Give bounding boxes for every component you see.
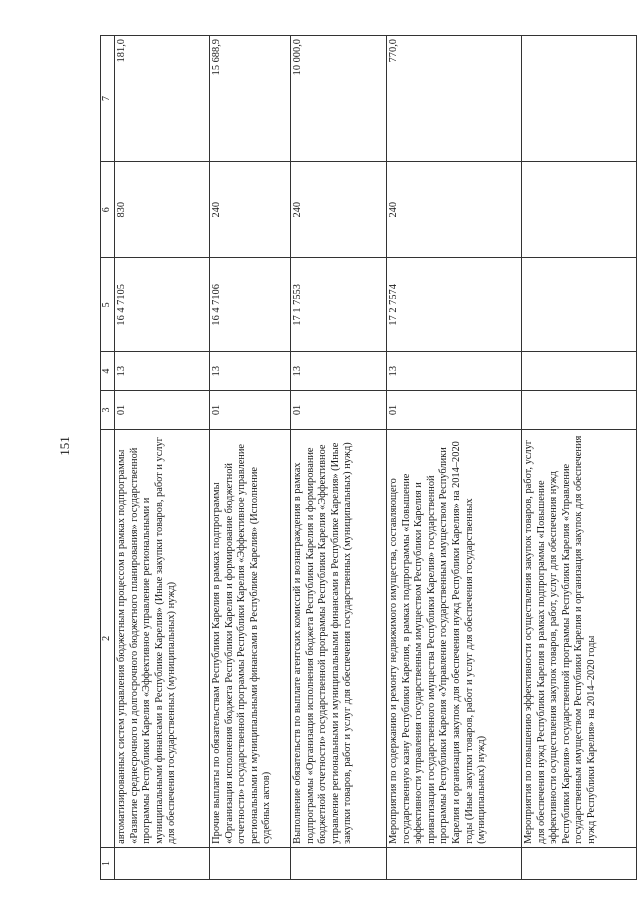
row-amount: [522, 36, 637, 162]
column-header-5: 5: [101, 258, 115, 352]
row-description: Мероприятия по повышению эффективности осуществления закупок товаров, работ, услуг для обеспечения нужд Республики Карелия в рамках подпрограммы «Повышение эффективности осуществления закупок товаров, работ, услуг для обеспечения нужд Республики Карелия» государственной программы Республики Карелия «Управление государственным имуществом Республики Карелия и организация закупок для обеспечения нужд Республики Карелия» на 2014–2020 годы: [522, 429, 637, 847]
table-row: [291, 36, 387, 880]
table-row: [522, 36, 637, 880]
table-row: [387, 36, 522, 880]
row-target-code: 17 2 7574: [387, 258, 522, 352]
row-description: Мероприятия по содержанию и ремонту недвижимого имущества, составляющего государственную казну Республики Карелия, в рамках подпрограммы «Повышение эффективности управления государственным имуществом Республики Карелия и приватизации государственного имущества Республики Карелия» государственной программы Республики Карелия «Управление государственным имуществом Республики Карелия и организация закупок для обеспечения нужд Республики Карелия» на 2014–2020 годы (Иные закупки товаров, работ и услуг для обеспечения государственных (муниципальных) нужд): [387, 429, 522, 847]
table-row: [210, 36, 291, 880]
row-subsection: 13: [210, 352, 291, 391]
rotated-page-area: [100, 35, 597, 880]
row-expense-type: 240: [387, 161, 522, 257]
row-amount: 181,0: [115, 36, 210, 162]
column-header-2: 2: [101, 429, 115, 847]
row-subsection: [522, 352, 637, 391]
row-amount: 15 688,9: [210, 36, 291, 162]
row-section: 01: [115, 391, 210, 430]
row-expense-type: 240: [291, 161, 387, 257]
row-expense-type: 240: [210, 161, 291, 257]
row-name-cell: [522, 847, 637, 879]
row-section: 01: [210, 391, 291, 430]
row-name-cell: [387, 847, 522, 879]
row-target-code: 16 4 7106: [210, 258, 291, 352]
column-header-1: 1: [101, 847, 115, 879]
row-target-code: [522, 258, 637, 352]
row-amount: 770,0: [387, 36, 522, 162]
column-header-7: 7: [101, 36, 115, 162]
row-section: 01: [291, 391, 387, 430]
row-target-code: 17 1 7553: [291, 258, 387, 352]
table-row: [115, 36, 210, 880]
column-header-3: 3: [101, 391, 115, 430]
row-expense-type: 830: [115, 161, 210, 257]
row-amount: 10 000,0: [291, 36, 387, 162]
budget-table: [100, 35, 637, 880]
row-subsection: 13: [387, 352, 522, 391]
budget-sheet: [100, 35, 597, 880]
column-header-6: 6: [101, 161, 115, 257]
row-name-cell: [291, 847, 387, 879]
row-section: [522, 391, 637, 430]
row-name-cell: [115, 847, 210, 879]
row-section: 01: [387, 391, 522, 430]
row-expense-type: [522, 161, 637, 257]
row-name-cell: [210, 847, 291, 879]
row-description: Выполнение обязательств по выплате агентских комиссий и вознаграждения в рамках подпрограммы «Организация исполнения бюджета Республики Карелия и формирование бюджетной отчетности» государственной программы Республики Карелия «Эффективное управление региональными и муниципальными финансами в Республике Карелия» (Иные закупки товаров, работ и услуг для обеспечения государственных (муниципальных) нужд): [291, 429, 387, 847]
row-target-code: 16 4 7105: [115, 258, 210, 352]
row-description: Прочие выплаты по обязательствам Республики Карелия в рамках подпрограммы «Организация исполнения бюджета Республики Карелия и формирование бюджетной отчетности» государственной программы Республики Карелия «Эффективное управление региональными и муниципальными финансами в Республике Карелия» (Исполнение судебных актов): [210, 429, 291, 847]
page-number: 151: [57, 436, 72, 456]
row-description: автоматизированных систем управления бюджетным процессом в рамках подпрограммы «Развитие среднесрочного и долгосрочного бюджетного планирования» государственной программы Республики Карелия «Эффективное управление региональными и муниципальными финансами в Республике Карелия» (Иные закупки товаров, работ и услуг для обеспечения государственных (муниципальных) нужд): [115, 429, 210, 847]
table-header-row: [101, 36, 115, 880]
row-subsection: 13: [115, 352, 210, 391]
column-header-4: 4: [101, 352, 115, 391]
row-subsection: 13: [291, 352, 387, 391]
